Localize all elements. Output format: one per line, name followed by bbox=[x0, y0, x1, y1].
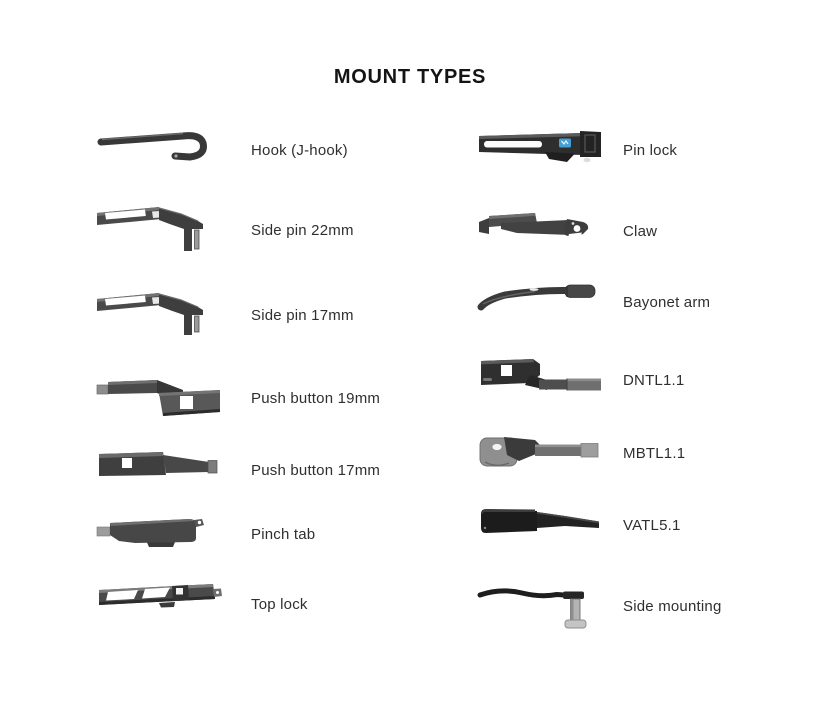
mount-item-label: Bayonet arm bbox=[623, 293, 711, 311]
mount-item-push-button-17mm bbox=[95, 442, 380, 498]
mbtl1-1-image bbox=[477, 425, 609, 481]
dntl1-1-icon bbox=[477, 352, 609, 408]
mount-item-label: Push button 17mm bbox=[251, 461, 381, 479]
mount-item-claw bbox=[477, 203, 657, 259]
pin-lock-icon bbox=[477, 122, 609, 178]
vatl5-1-image bbox=[477, 497, 609, 553]
mount-item-mbtl1-1 bbox=[477, 425, 685, 481]
hook-jhook-icon bbox=[95, 122, 227, 178]
bayonet-arm-image bbox=[477, 274, 609, 330]
side-mounting-icon bbox=[477, 578, 609, 634]
push-button-19mm-image bbox=[95, 370, 227, 426]
dntl1-1-image bbox=[477, 352, 609, 408]
claw-image bbox=[477, 203, 609, 259]
side-pin-22mm-icon bbox=[95, 202, 227, 258]
top-lock-icon bbox=[95, 576, 227, 632]
mount-item-label: Side pin 22mm bbox=[251, 221, 354, 239]
mount-item-top-lock bbox=[95, 576, 308, 632]
mbtl1-1-icon bbox=[477, 425, 609, 481]
mount-item-label: Side mounting bbox=[623, 597, 722, 615]
hook-jhook-image bbox=[95, 122, 227, 178]
pin-lock-image bbox=[477, 122, 609, 178]
page-title: MOUNT TYPES bbox=[333, 66, 487, 88]
mount-item-label: MBTL1.1 bbox=[623, 444, 686, 462]
mount-item-label: Top lock bbox=[251, 595, 308, 613]
bayonet-arm-icon bbox=[477, 274, 609, 330]
side-mounting-image bbox=[477, 578, 609, 634]
vatl5-1-icon bbox=[477, 497, 609, 553]
mount-item-label: DNTL1.1 bbox=[623, 371, 685, 389]
mount-item-label: VATL5.1 bbox=[623, 516, 681, 534]
mount-item-label: Push button 19mm bbox=[251, 389, 381, 407]
pinch-tab-icon bbox=[95, 506, 227, 562]
mount-item-label: Hook (J-hook) bbox=[251, 141, 348, 159]
mount-item-vatl5-1 bbox=[477, 497, 681, 553]
mount-item-label: Pin lock bbox=[623, 141, 678, 159]
mount-item-bayonet-arm bbox=[477, 274, 710, 330]
push-button-17mm-icon bbox=[95, 442, 227, 498]
mount-item-label: Claw bbox=[623, 222, 658, 240]
mount-item-label: Side pin 17mm bbox=[251, 306, 354, 324]
mount-item-side-pin-22mm bbox=[95, 202, 354, 258]
mount-item-hook-jhook bbox=[95, 122, 348, 178]
mount-item-push-button-19mm bbox=[95, 370, 380, 426]
push-button-19mm-icon bbox=[95, 370, 227, 426]
mount-item-dntl1-1 bbox=[477, 352, 684, 408]
side-pin-22mm-image bbox=[95, 202, 227, 258]
side-pin-17mm-image bbox=[95, 287, 227, 343]
push-button-17mm-image bbox=[95, 442, 227, 498]
mount-item-pinch-tab bbox=[95, 506, 315, 562]
side-pin-17mm-icon bbox=[95, 287, 227, 343]
claw-icon bbox=[477, 203, 609, 259]
mount-item-label: Pinch tab bbox=[251, 525, 316, 543]
mount-item-pin-lock bbox=[477, 122, 677, 178]
mount-item-side-mounting bbox=[477, 578, 722, 634]
mount-item-side-pin-17mm bbox=[95, 287, 354, 343]
top-lock-image bbox=[95, 576, 227, 632]
pinch-tab-image bbox=[95, 506, 227, 562]
